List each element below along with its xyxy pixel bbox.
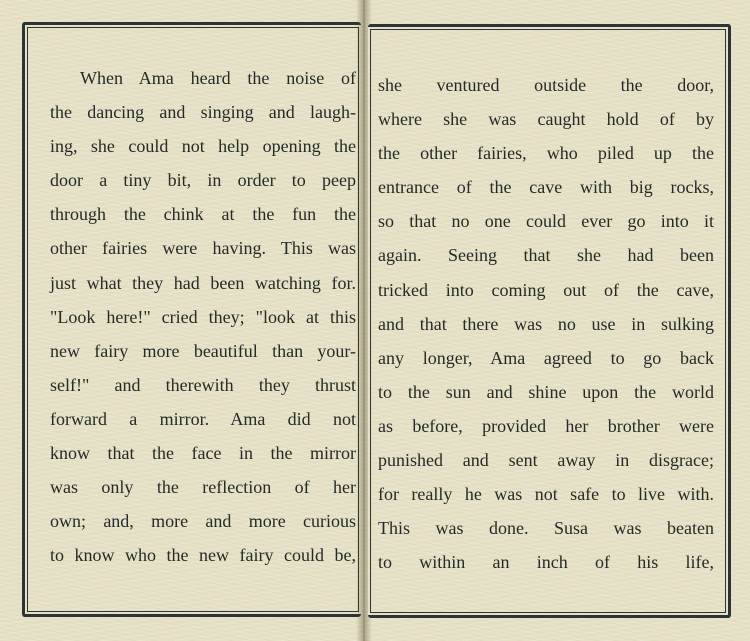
text-line: to within an inch of his life, [378, 552, 714, 573]
text-line: where she was caught hold of by [378, 109, 714, 130]
text-line: the dancing and singing and laugh- [50, 102, 356, 123]
text-line: through the chink at the fun the [50, 204, 356, 225]
text-line: tricked into coming out of the cave, [378, 279, 714, 300]
text-line: the other fairies, who piled up the [378, 143, 714, 164]
text-line: to know who the new fairy could be, [50, 545, 356, 566]
text-line: own; and, more and more curious [50, 511, 356, 532]
text-line: know that the face in the mirror [50, 443, 356, 464]
text-line: and that there was no use in sulking [378, 313, 714, 334]
text-line: any longer, Ama agreed to go back [378, 347, 714, 368]
text-line: so that no one could ever go into it [378, 211, 714, 232]
text-line: entrance of the cave with big rocks, [378, 177, 714, 198]
text-line: she ventured outside the door, [378, 75, 714, 95]
text-line: forward a mirror. Ama did not [50, 408, 356, 429]
text-line: new fairy more beautiful than your- [50, 340, 356, 361]
text-line: was only the reflection of her [50, 477, 356, 498]
text-line: When Ama heard the noise of [80, 68, 356, 88]
text-line: for really he was not safe to live with. [378, 484, 714, 505]
text-line: as before, provided her brother were [378, 415, 714, 436]
left-page-text [50, 61, 356, 572]
text-line: ing, she could not help opening the [50, 136, 356, 157]
left-page [0, 0, 360, 641]
text-line: door a tiny bit, in order to peep [50, 170, 356, 191]
text-line: This was done. Susa was beaten [378, 518, 714, 539]
right-page-text [378, 68, 714, 579]
text-line: to the sun and shine upon the world [378, 381, 714, 402]
text-line: just what they had been watching for. [50, 272, 356, 293]
right-page [366, 0, 750, 641]
text-line: punished and sent away in disgrace; [378, 450, 714, 471]
text-line: self!" and therewith they thrust [50, 374, 356, 395]
text-line: again. Seeing that she had been [378, 245, 714, 266]
text-line: "Look here!" cried they; "look at this [50, 306, 356, 327]
text-line: other fairies were having. This was [50, 238, 356, 259]
